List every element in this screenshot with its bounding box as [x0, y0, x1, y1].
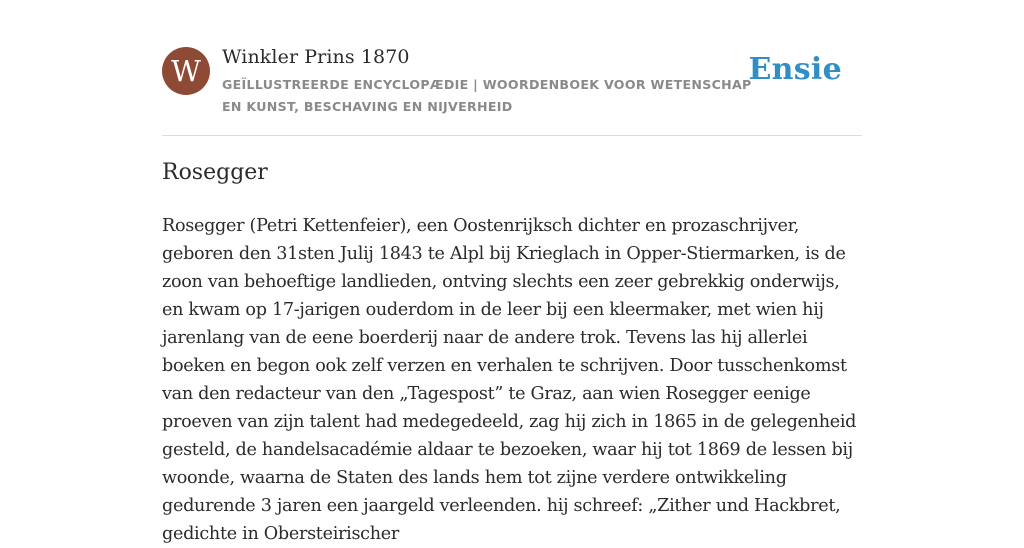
article-title: Rosegger [162, 160, 268, 185]
source-header [162, 44, 862, 136]
header-divider [162, 135, 862, 136]
source-avatar[interactable]: W [162, 47, 210, 95]
source-title[interactable]: Winkler Prins 1870 [222, 46, 410, 68]
ensie-logo[interactable]: Ensie [748, 52, 842, 87]
article-body: Rosegger (Petri Kettenfeier), een Oostenrijksch dichter en prozaschrijver, geboren den 31sten Julij 1843 te Alpl bij Krieglach in Opper-Stiermarken, is de zoon van behoeftige landlieden, ontving slechts een zeer gebrekkig onderwijs, en kwam op 17-jarigen ouderdom in de leer bij een kleermaker, met wien hij jarenlang van de eene boerderij naar de andere trok. Tevens las hij allerlei boeken en begon ook zelf verzen en verhalen te schrijven. Door tusschenkomst van den redacteur van den „Tagespost” te Graz, aan wien Rosegger eenige proeven van zijn talent had medegedeeld, zag hij zich in 1865 in de gelegenheid gesteld, de handelsacadémie aldaar te bezoeken, waar hij tot 1869 de lessen bij woonde, waarna de Staten des lands hem tot zijne verdere ontwikkeling gedurende 3 jaren een jaargeld verleenden. hij schreef: „Zither und Hackbret, gedichte in Obersteirischer [162, 216, 857, 544]
source-subtitle: GEÏLLUSTREERDE ENCYCLOPÆDIE | WOORDENBOEK VOOR WETENSCHAP EN KUNST, BESCHAVING EN NIJVERHEID [222, 77, 752, 114]
